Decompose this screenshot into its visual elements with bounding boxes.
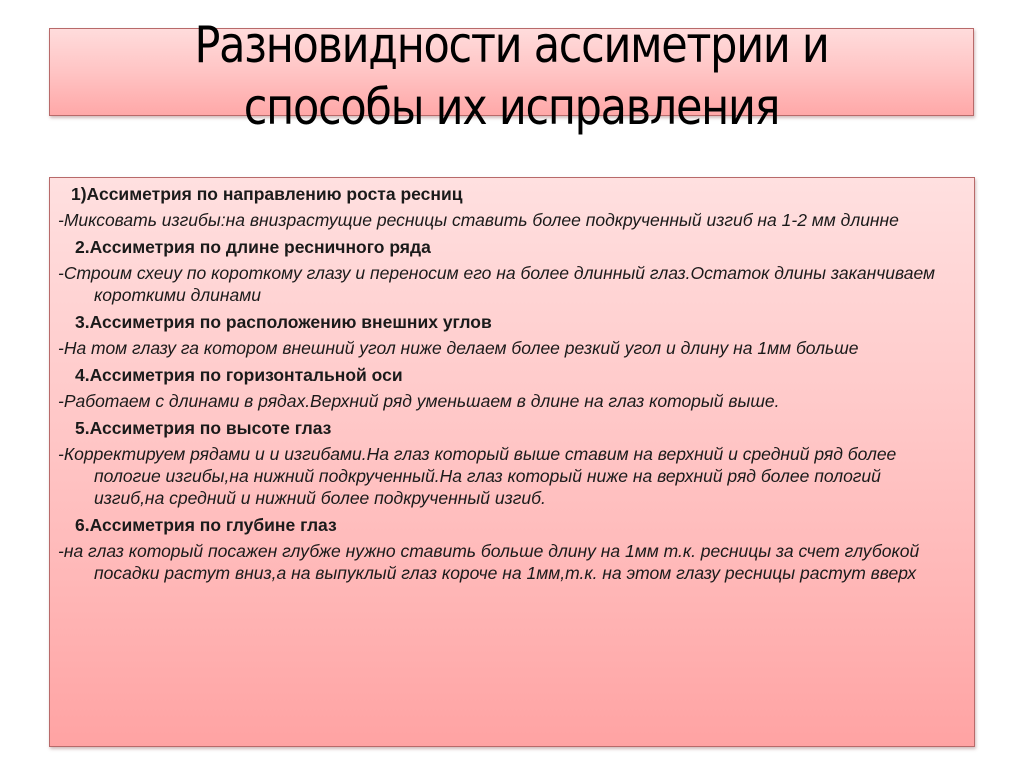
- section-description: -Строим схеиу по короткому глазу и переносим его на более длинный глаз.Остаток длины заканчиваем короткими длинами: [58, 263, 936, 305]
- section-heading: 2.Ассиметрия по длине ресничного ряда: [75, 237, 431, 257]
- section-description: -на глаз который посажен глубже нужно ставить больше длину на 1мм т.к. ресницы за счет глубокой посадки растут вниз,а на выпуклый глаз короче на 1мм,т.к. на этом глазу ресницы растут вверх: [58, 541, 920, 583]
- section-3: [58, 310, 968, 359]
- section-heading: 4.Ассиметрия по горизонтальной оси: [75, 365, 403, 385]
- section-description: -Работаем с длинами в рядах.Верхний ряд уменьшаем в длине на глаз который выше.: [58, 391, 780, 411]
- section-heading: 5.Ассиметрия по высоте глаз: [75, 418, 332, 438]
- title-line-1: Разновидности ассиметрии и: [194, 16, 829, 74]
- section-heading: 6.Ассиметрия по глубине глаз: [75, 515, 337, 535]
- section-6: [58, 513, 968, 584]
- title-line-2: способы их исправления: [243, 78, 780, 136]
- section-4: [58, 363, 968, 412]
- content-list: [58, 180, 968, 588]
- section-heading: 3.Ассиметрия по расположению внешних углов: [75, 312, 492, 332]
- section-2: [58, 235, 968, 306]
- slide-title: [114, 14, 910, 138]
- section-heading: 1)Ассиметрия по направлению роста ресниц: [71, 184, 463, 204]
- section-description: -На том глазу га котором внешний угол ниже делаем более резкий угол и длину на 1мм больше: [58, 338, 859, 358]
- section-1: [58, 182, 968, 231]
- section-description: -Миксовать изгибы:на внизрастущие ресницы ставить более подкрученный изгиб на 1-2 мм длинне: [58, 210, 899, 230]
- section-description: -Корректируем рядами и и изгибами.На глаз который выше ставим на верхний и средний ряд более пологие изгибы,на нижний подкрученный.На глаз который ниже на верхний ряд более пологий изгиб,на средний и нижний более подкрученный изгиб.: [58, 444, 897, 508]
- section-5: [58, 416, 968, 509]
